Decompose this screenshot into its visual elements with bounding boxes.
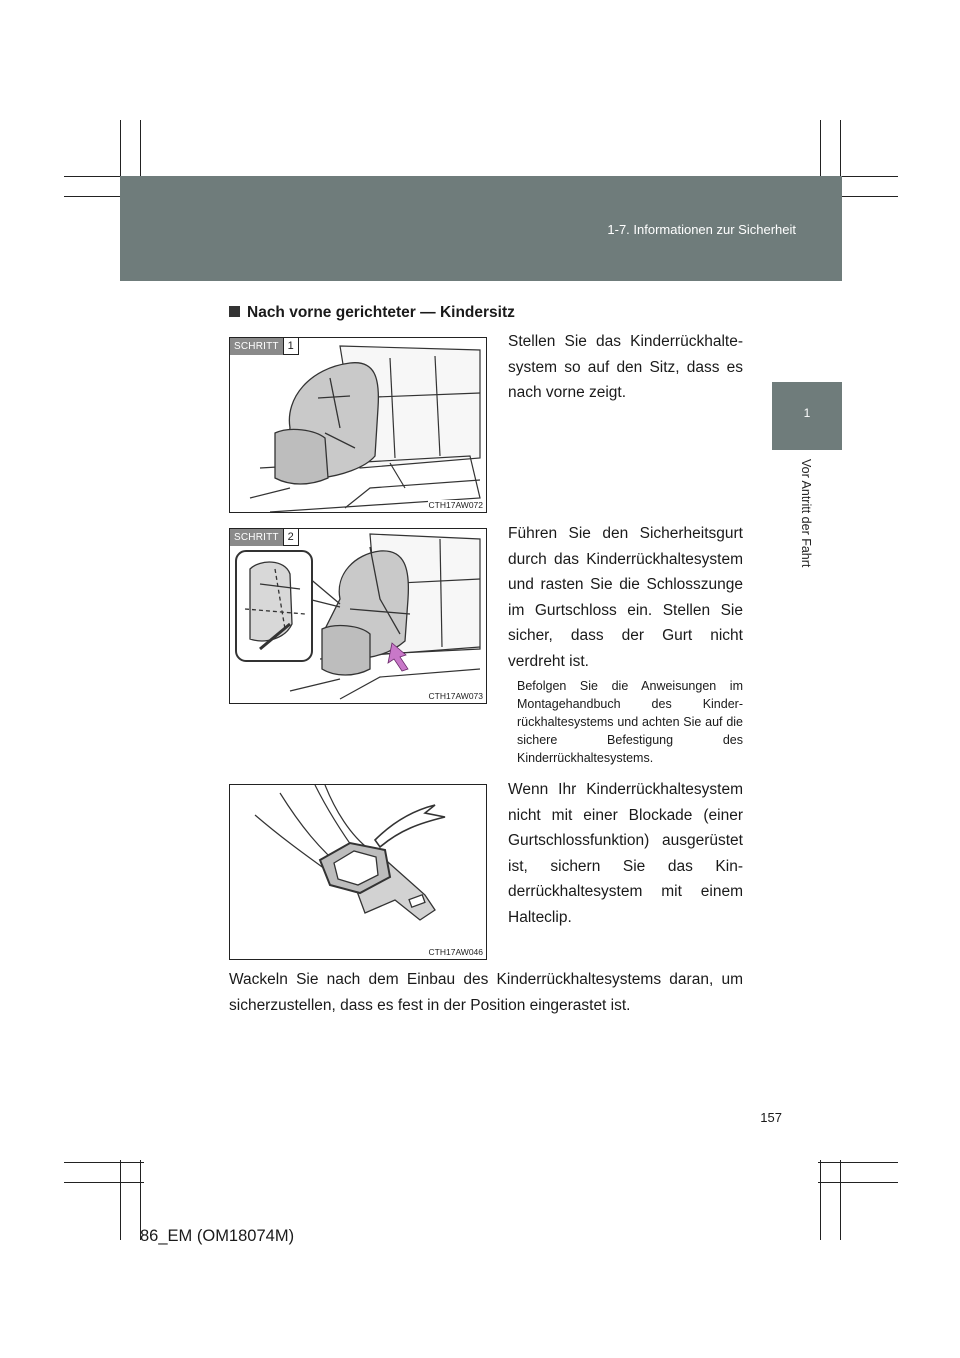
child-seat-on-rear-seat-illustration bbox=[230, 338, 486, 512]
step-2-note: Befolgen Sie die Anweisungen im Montagehandbuch des Kinderrückhaltesystems und achten Sie auf die sichere Befestigung des Kinderrückhaltesystems. bbox=[517, 679, 743, 765]
belt-routing-illustration bbox=[230, 529, 486, 703]
step-1-text: Stellen Sie das Kinderrückhaltesystem so auf den Sitz, dass es nach vorne zeigt. bbox=[508, 333, 743, 401]
locking-clip-illustration bbox=[230, 785, 486, 959]
chapter-title bbox=[798, 460, 814, 600]
figure-code: CTH17AW073 bbox=[428, 691, 483, 701]
step-word: SCHRITT bbox=[230, 338, 283, 355]
step-word: SCHRITT bbox=[230, 529, 283, 546]
page-number: 157 bbox=[760, 1110, 782, 1125]
figure-step-1 bbox=[229, 337, 487, 513]
chapter-title-text: Vor Antritt der Fahrt bbox=[799, 459, 813, 568]
footer-code: 86_EM (OM18074M) bbox=[140, 1227, 295, 1245]
section-heading-text: Nach vorne gerichteter — Kindersitz bbox=[247, 304, 515, 321]
step-label bbox=[230, 529, 299, 546]
locking-clip-text: Wenn Ihr Kinderrückhaltesystem nicht mit einer Blockade (einer Gurtschlossfunktion) ausgerüstet ist, sichern Sie das Kinderrückhaltesystem mit einem Halteclip. bbox=[508, 781, 743, 926]
chapter-tab bbox=[772, 382, 842, 450]
arrow-icon bbox=[375, 805, 445, 847]
crop-mark bbox=[840, 1160, 841, 1240]
figure-locking-clip bbox=[229, 784, 487, 960]
figure-code: CTH17AW072 bbox=[428, 500, 483, 510]
step-2-text: Führen Sie den Sicherheitsgurt durch das Kinderrückhaltesystem und rasten Sie die Schlosszunge im Gurtschloss ein. Stellen Sie sicher, dass der Gurt nicht verdreht ist. bbox=[508, 525, 743, 670]
crop-mark bbox=[120, 1160, 121, 1240]
step-number: 1 bbox=[283, 338, 299, 355]
crop-mark bbox=[818, 1182, 898, 1183]
crop-mark bbox=[818, 1162, 898, 1163]
step-number: 2 bbox=[283, 529, 299, 546]
crop-mark bbox=[820, 1160, 821, 1240]
figure-code: CTH17AW046 bbox=[428, 947, 483, 957]
final-paragraph: Wackeln Sie nach dem Einbau des Kinderrückhaltesystems daran, um sicherzustellen, dass es fest in der Position eingerastet ist. bbox=[229, 971, 743, 1014]
square-bullet-icon bbox=[229, 306, 240, 317]
crop-mark bbox=[64, 1162, 144, 1163]
figure-step-2 bbox=[229, 528, 487, 704]
step-label bbox=[230, 338, 299, 355]
crop-mark bbox=[64, 1182, 144, 1183]
chapter-number: 1 bbox=[803, 406, 811, 420]
header-band bbox=[120, 176, 842, 281]
section-title: 1-7. Informationen zur Sicherheit bbox=[607, 222, 796, 237]
section-heading bbox=[229, 304, 515, 322]
